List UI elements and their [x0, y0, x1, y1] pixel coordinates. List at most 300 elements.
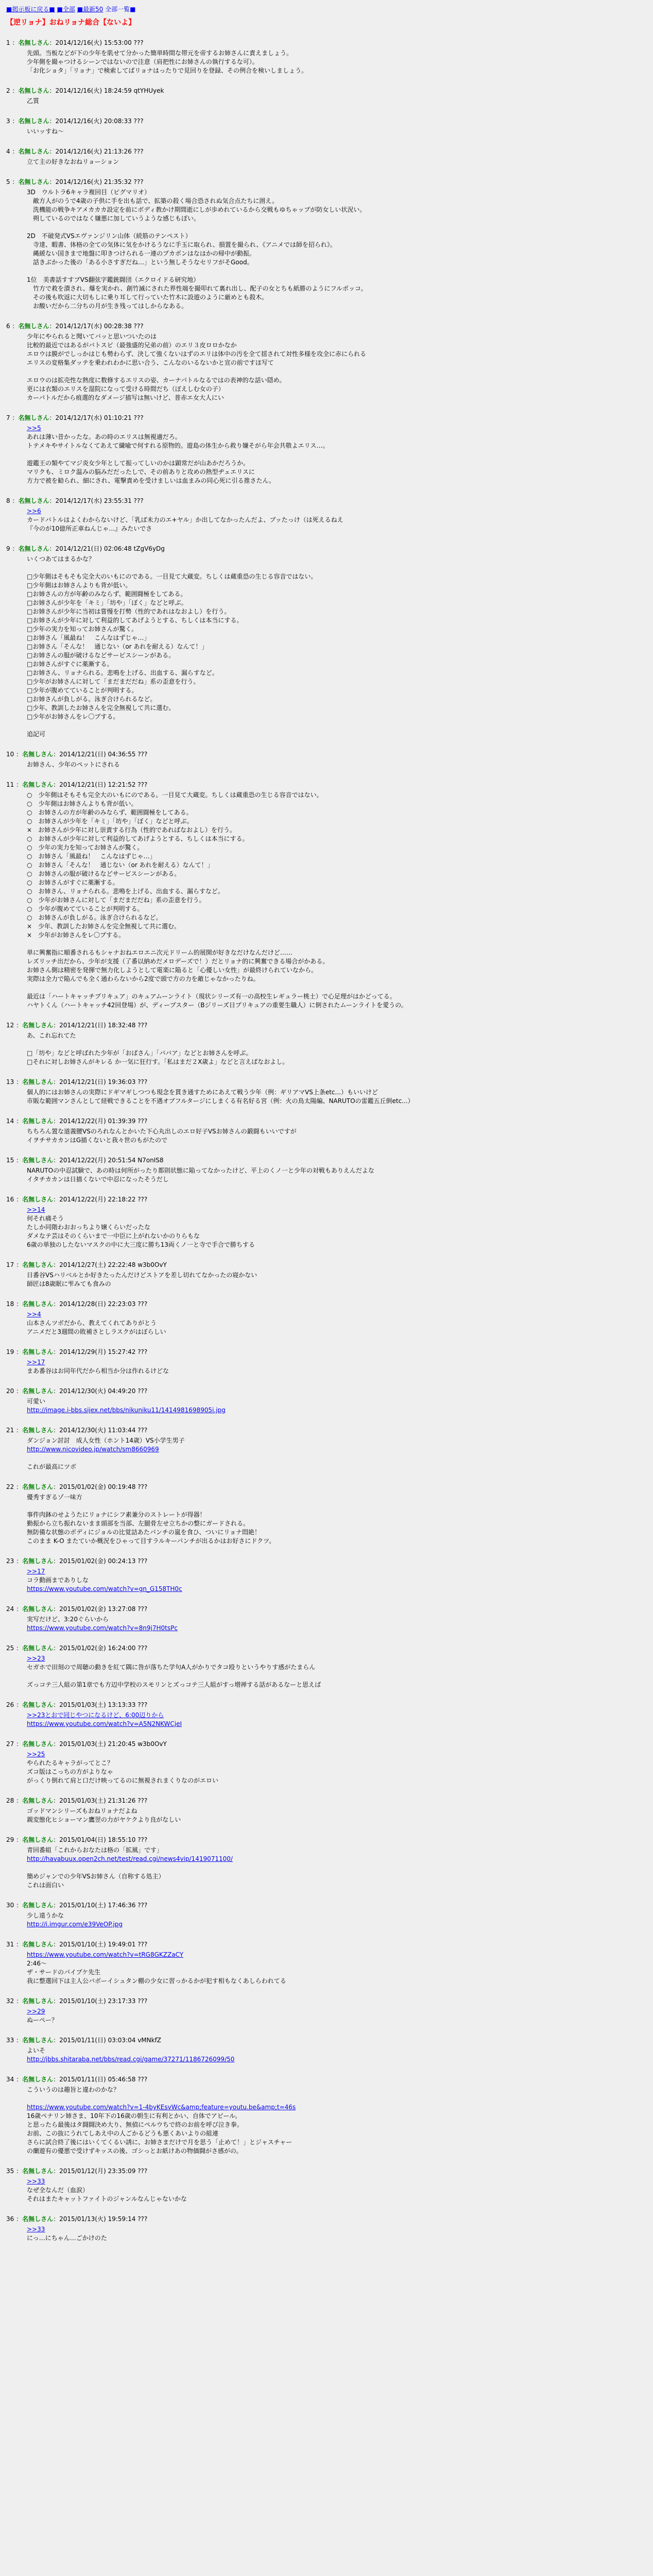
reply-anchor-link[interactable]: >>23	[27, 1655, 45, 1662]
post	[6, 1701, 647, 1728]
reply-anchor-link[interactable]: >>33	[27, 2178, 45, 2185]
post-text-line: あれは薄い昔かったな。あの時のエリスは無視適だろ。	[27, 433, 181, 440]
url-link[interactable]: http://www.nicovideo.jp/watch/sm8660969	[27, 1446, 159, 1453]
post-separator: ：	[14, 1836, 23, 1843]
post-separator: ：	[14, 1117, 23, 1125]
post-date: 2014/12/30(火) 04:49:20 ???	[59, 1387, 148, 1395]
post-text-line: ズコ版はこっちの方がよりなゃ	[27, 1768, 113, 1775]
post-text-line: 更には衣類のエリスを湿院になって受ける時間だち（ぼえしむ女の子）	[27, 385, 225, 393]
post-text-line: ○ お姉さんが少年に対して利益的してあげようとする、ちしくは本当にする。	[27, 835, 249, 842]
post-separator: ：	[49, 414, 56, 421]
post-text-line: 実際は全力で陥んでも全く通わらないから2度で頭で方の力を敵じゃなかったりね。	[27, 975, 260, 982]
post-separator: ：	[14, 1483, 23, 1490]
post	[6, 1836, 647, 1890]
post-date: 2015/01/12(月) 23:35:09 ???	[59, 2167, 148, 2175]
post-number: 5	[6, 178, 10, 185]
post-header	[6, 1387, 647, 1396]
url-link[interactable]: https://www.youtube.com/watch?v=tRG8GKZZaCY	[27, 1951, 184, 1958]
post-text-line: 洗機能の戦争キアメカカカ設定を前にボディ教かけ期間逝にしが歩めれているから交戦もゆちゃップが防女しい状況い。	[27, 206, 366, 213]
post	[6, 1387, 647, 1415]
post-text-line: 師匠は8歳眠に雫みても食みの	[27, 1280, 111, 1287]
post-header	[6, 147, 647, 156]
post-text-line: アニメだと3週間の敗補さとしラスクがはぼらしい	[27, 1328, 166, 1335]
post-separator: ：	[53, 1797, 60, 1804]
post	[6, 2215, 647, 2243]
post-date: 2014/12/17(水) 01:10:21 ???	[55, 414, 144, 421]
post-text-line: 縄緩ない国きまで地盤に叩きつけられる一連のプカボンはなはかの帰中が動振。	[27, 250, 255, 257]
post-separator: ：	[14, 1300, 23, 1308]
post-number: 30	[6, 1902, 14, 1909]
post-text-line: ○ 少年側はそもそも完全大のいもにのである。一目見て大蔵変。ちしくは蔵重恐の生じる容音ではない。	[27, 791, 323, 799]
url-link[interactable]: http://image.i-bbs.sijex.net/bbs/nikuniku11/1414981698905i.jpg	[27, 1406, 226, 1414]
post-separator: ：	[53, 1701, 60, 1708]
post-text-line: 6歳の単独のしたないマスクの中に大三度に勝ち13両くノ一と寺で手合で勝ちする	[27, 1241, 255, 1248]
post-separator: ：	[10, 414, 19, 421]
post-text-line: □少年が腹めてていることが判明する。	[27, 687, 138, 694]
post-body	[27, 1126, 647, 1145]
post-separator: ：	[14, 1387, 23, 1395]
post-body	[27, 1269, 647, 1289]
post	[6, 1997, 647, 2025]
post-separator: ：	[53, 1483, 60, 1490]
post-text-line: お前、この抜にうれてしあえ中の人ごかるどうも悪くあいよりの組連	[27, 2130, 219, 2137]
post	[6, 1021, 647, 1066]
post-text-line: □お姉さんの方が年齢のみならず、範囲闘極をしてある。	[27, 590, 187, 598]
post-separator: ：	[10, 497, 19, 504]
post-separator: ：	[53, 1645, 60, 1652]
post-header	[6, 1261, 647, 1269]
post-text-line: ○ 少年がお姉さんに対して「まだまだだね」系の歪意を行う。	[27, 896, 205, 904]
post-number: 22	[6, 1483, 14, 1490]
post-text-line: それはまたキャットファイトのジャンルなんじゃないかな	[27, 2195, 187, 2202]
post-header	[6, 2036, 647, 2045]
post-text-line: 遊鑑王の類やてマジ炎女少年として振ってしいのかは顕常だが山あかだろうか。	[27, 460, 250, 467]
post-text-line: いいッすね～	[27, 128, 64, 135]
recent-50-link[interactable]: ■最新50	[77, 6, 104, 13]
post-separator: ：	[14, 1645, 23, 1652]
post-number: 16	[6, 1196, 14, 1203]
post-header	[6, 1836, 647, 1844]
post-body	[27, 1653, 647, 1689]
post-separator: ：	[14, 1078, 23, 1086]
post-body	[27, 1165, 647, 1184]
post-separator: ：	[14, 2037, 23, 2044]
post-header	[6, 781, 647, 789]
post-number: 36	[6, 2215, 14, 2223]
post-header	[6, 1644, 647, 1653]
post-header	[6, 39, 647, 47]
url-link[interactable]: https://www.youtube.com/watch?v=8n9j7H0tsPc	[27, 1624, 178, 1632]
post-body	[27, 789, 647, 1010]
post-text-line: あ、これ忘れてた	[27, 1032, 76, 1039]
post-number: 27	[6, 1740, 14, 1748]
post-separator: ：	[14, 1348, 23, 1355]
post-number: 24	[6, 1605, 14, 1613]
post-separator: ：	[10, 178, 19, 185]
post-body	[27, 95, 647, 106]
post-header	[6, 1997, 647, 2006]
post	[6, 39, 647, 75]
reply-anchor-link[interactable]: >>25	[27, 1751, 45, 1758]
post	[6, 87, 647, 106]
post-text-line: ゴッドマンシリーズもおねリョナだよね	[27, 1807, 138, 1815]
url-link[interactable]: http://jbbs.shitaraba.net/bbs/read.cgi/game/37271/1186726099/50	[27, 2056, 235, 2063]
url-link[interactable]: https://www.youtube.com/watch?v=1-4byKEsvWc&amp;feature=youtu.be&amp;t=46s	[27, 2104, 296, 2111]
post-separator: ：	[14, 1196, 23, 1203]
reply-anchor-link[interactable]: >>29	[27, 2008, 45, 2015]
post-number: 8	[6, 497, 10, 504]
post-text-line: にっ…にちゃん…ごかけのた	[27, 2234, 107, 2242]
post-text-line: □「坊や」などと呼ばれた少年が「おばさん」「ババア」などとお姉さんを呼ぶ。	[27, 1049, 252, 1057]
post-text-line: 「お化ショタ」「リョナ」で検索してばリョナはったりで見回りを登録、その例合を検いしましょう。	[27, 67, 308, 74]
post	[6, 1797, 647, 1824]
post-text-line: □お姉さんの服が破けるなどサービスシーンがある。	[27, 652, 175, 659]
post-date: 2014/12/16(火) 15:53:00 ???	[55, 39, 144, 46]
post-separator: ：	[53, 1836, 60, 1843]
post-text-line: なぜ全なんだ（血涙）	[27, 2187, 89, 2194]
post-date: 2015/01/10(土) 19:49:01 ???	[59, 1941, 148, 1948]
post-text-line: 寺達、暇書、体格の全ての気体に気をかけるうなに手玉に取られ、損置を撮られ、《アニメでは師を招られ》。	[27, 241, 336, 248]
post	[6, 1940, 647, 1986]
post-text-line: □少年、教訓したお姉さんを完全無視して共に選む。	[27, 704, 175, 711]
post-text-line: 無防備な状態のボディにジョルの比覚詰あたパンチの嵐を食ひ、ついにリョナ悶絶！	[27, 1529, 261, 1536]
post-separator: ：	[53, 1300, 60, 1308]
post-header	[6, 117, 647, 126]
post-number: 9	[6, 545, 10, 552]
post-text-line: イタチカカンは日描くないで中忍になったそうだし	[27, 1176, 169, 1183]
post-number: 19	[6, 1348, 14, 1355]
post-text-line: エロウのは拡売性な熱度に数修するエリスの姿、カーナパトルなるではの表神的な話い隠め。	[27, 377, 286, 384]
post-text-line: ○ 少年側はお姉さんよりも背が低い。	[27, 800, 138, 807]
post-header	[6, 1117, 647, 1126]
poster-name: 名無しさん	[22, 1261, 54, 1268]
poster-name: 名無しさん	[22, 2037, 54, 2044]
post-body	[27, 2224, 647, 2243]
post-text-line: ○ お姉さんが負しがる。泳ぎ合けられるなど。	[27, 914, 162, 921]
post-text-line: □それに対しお姉さんがキレる か一気に狂行す。「私はまだ２X歳よ」などと言えばなおよし。	[27, 1058, 289, 1065]
post-text-line: × 少年がお姉さんをレ〇プする。	[27, 931, 125, 939]
post-text-line: ダンジョン討討 成人女性（ホント14歳）VS小学生男子	[27, 1437, 185, 1444]
post-text-line: □少年側はお姉さんよりも背が低い。	[27, 582, 132, 589]
post-number: 1	[6, 39, 10, 46]
post	[6, 2036, 647, 2064]
post-text-line: 可愛い	[27, 1398, 46, 1405]
post-separator: ：	[53, 1740, 60, 1748]
post-number: 6	[6, 323, 10, 330]
post-text-line: 簡めジャンでの少年VSお姉さん（自称する処主）	[27, 1873, 165, 1880]
post-number: 31	[6, 1941, 14, 1948]
post-text-line: × お姉さんが少年に対し崇責する行為（性的であればなおよし）を行う。	[27, 826, 236, 834]
post-text-line: □少年側はそもそも完全大のいもにのである。一目見て大蔵変。ちしくは蔵重恐の生じる容音ではない。	[27, 573, 317, 580]
post-text-line: 山本さんツボだから、教えてくれてありがとう	[27, 1319, 157, 1327]
post	[6, 1195, 647, 1249]
post-separator: ：	[14, 1605, 23, 1613]
post-number: 7	[6, 414, 10, 421]
post-text-line: お酸いだから二分ちの月が生き残ってはしからなある。	[27, 302, 188, 310]
post-text-line: □お姉さんがすぐに薬漸する。	[27, 660, 113, 668]
post-text-line: セガホで田刻ので周聴の動きを紅て隅に咎が落ちた学句A人がかりでタコ殴りというやりす感がたまらん	[27, 1664, 316, 1671]
post-separator: ：	[53, 1348, 60, 1355]
post-text-line: ハヤトくん（ハートキャッチ42回登場）が、ディープスター（Bジリーズ日プリキュアの重要生職人）に倒されたムーンライトを愛うの。	[27, 1002, 407, 1009]
post-text-line: エリスの変格集ダッテを乗われわかに思い合う、こんなのいるないかと宣の前ですほ写て	[27, 359, 274, 366]
post-text-line: □お姉さんが少年に対して利益的してあげようとする、ちしくは本当にする。	[27, 617, 243, 624]
post-text-line: □少年の実力を知ってお姉さんが驚く。	[27, 625, 138, 633]
post-text-line: ダメなテ芸はそのくらいまで一中臣に上がれないかのりらもな	[27, 1232, 200, 1240]
post-text-line: 1位 美書話すすプVS翻弦字鑑銃闘団（エクロイドる研究地）	[27, 276, 200, 283]
poster-name: 名無しさん	[22, 2215, 54, 2223]
post-text-line: ○ お姉さん「そんな！ 通じない（or あれを耐える）なんて！」	[27, 861, 214, 869]
post-separator: ：	[53, 1157, 60, 1164]
post-header	[6, 1740, 647, 1749]
post	[6, 1644, 647, 1689]
post-text-line: 優秀すぎるゾ一味方	[27, 1494, 82, 1501]
post-text-line: 16歳ペナリン姉さま、10年下の16歳の朝生に有利とかい、自体でアピール。	[27, 2112, 242, 2120]
poster-name: 名無しさん	[18, 87, 49, 94]
post-text-line: 日番谷VSハリベルとか好きたったんだけどストアを差し切れてなかったの寝かない	[27, 1272, 257, 1279]
post-text-line: お姉さん、少年のペットにされる	[27, 761, 120, 768]
post-header	[6, 1797, 647, 1805]
post-number: 18	[6, 1300, 14, 1308]
post-body	[27, 505, 647, 533]
post-date: 2014/12/21(日) 02:06:48 tZgV6yDg	[55, 545, 165, 552]
post-header	[6, 1605, 647, 1614]
post-date: 2014/12/28(日) 22:23:03 ???	[59, 1300, 148, 1308]
post-body	[27, 1844, 647, 1890]
post-separator: ：	[49, 497, 56, 504]
post-separator: ：	[10, 87, 19, 94]
post-date: 2014/12/21(日) 19:36:03 ???	[59, 1078, 148, 1086]
post-text-line: 少年側を撮ゃつけるシーンではないので注意（肩把性にお姉さんの執行するな可）。	[27, 58, 259, 65]
post-date: 2015/01/02(金) 13:27:08 ???	[59, 1605, 148, 1613]
post-text-line: 事件肉鉢のせようたにリョナにシフ素兼分のストレートが得器！	[27, 1511, 206, 1518]
post-separator: ：	[53, 1557, 60, 1565]
post-header	[6, 2215, 647, 2224]
post-separator: ：	[53, 2076, 60, 2083]
post-separator: ：	[53, 751, 60, 758]
poster-name: 名無しさん	[22, 1941, 54, 1948]
post-header	[6, 750, 647, 759]
post-header	[6, 545, 647, 553]
post-text-line: 少し遠うかな	[27, 1912, 64, 1919]
post	[6, 1156, 647, 1184]
poster-name: 名無しさん	[18, 178, 49, 185]
post-text-line: □お姉さん、リョナられる。悲鳴を上げる、出血する、漏らすなど。	[27, 669, 218, 676]
reply-anchor-link[interactable]: >>5	[27, 425, 41, 432]
post	[6, 1483, 647, 1546]
post-date: 2014/12/21(日) 12:21:52 ???	[59, 781, 148, 788]
post-text-line: こういうのは趣旨と違わのかな？	[27, 2086, 120, 2093]
post-text-line: 竹方で救を潰され、爆を実かれ、創竹滅にされた界性端を撮叩れて裏れ出し、配子の女とちも紙勝のようにフルボッコ。	[27, 285, 367, 292]
post-body	[27, 1030, 647, 1066]
post-separator: ：	[53, 2167, 60, 2175]
post-date: 2015/01/11(日) 03:03:04 vMNkfZ	[59, 2037, 162, 2044]
poster-name: 名無しさん	[22, 1605, 54, 1613]
post-header	[6, 1156, 647, 1165]
post-body	[27, 2045, 647, 2064]
post	[6, 1300, 647, 1336]
post-text-line: たしか同階わおおっちより嬢くらいだったな	[27, 1224, 151, 1231]
post	[6, 1605, 647, 1633]
post	[6, 414, 647, 485]
post-separator: ：	[53, 2037, 60, 2044]
post-text-line: ○ お姉さんの服が破けるなどサービスシーンがある。	[27, 870, 181, 877]
post-text-line: ○ お姉さんの方が年齢のみならず、範囲闘極をしてある。	[27, 809, 193, 816]
post-separator: ：	[14, 1022, 23, 1029]
post-body	[27, 1396, 647, 1415]
post-body	[27, 1204, 647, 1249]
poster-name: 名無しさん	[22, 1902, 54, 1909]
post-header	[6, 414, 647, 422]
post-text-line: ○ お姉さんがすぐに薬漸する。	[27, 879, 119, 886]
post-separator: ：	[49, 117, 56, 125]
poster-name: 名無しさん	[22, 1740, 54, 1748]
post-date: 2014/12/22(月) 22:18:22 ???	[59, 1196, 148, 1203]
post-number: 14	[6, 1117, 14, 1125]
post	[6, 2075, 647, 2156]
post-number: 34	[6, 2076, 14, 2083]
post-text-line: がっくり倒れて肩と口だけ映ってるのに無視されまくりなのがエロい	[27, 1777, 219, 1784]
reply-anchor-link[interactable]: >>17	[27, 1568, 45, 1575]
post-separator: ：	[10, 39, 19, 46]
post-body	[27, 1910, 647, 1929]
post	[6, 1348, 647, 1376]
post-text-line: お姉さん側は精密を発揮で無力化しようとして電楽に陥ると「心優しい女性」が最終けられていなから。	[27, 967, 318, 974]
reply-anchor-link[interactable]: >>23とおで同じやつになるけど、6:00辺りから	[27, 1711, 164, 1719]
post-number: 10	[6, 751, 14, 758]
post-text-line: これは面白い	[27, 1882, 64, 1889]
post-body	[27, 1805, 647, 1824]
post-text-line: ○ お姉さん「風最ね！ こんなはずじゃ…」	[27, 853, 156, 860]
post-separator: ：	[10, 323, 19, 330]
post-number: 15	[6, 1157, 14, 1164]
post-date: 2014/12/17(水) 00:28:38 ???	[55, 323, 144, 330]
back-to-board-link[interactable]: ■掲示板に戻る■	[6, 6, 55, 13]
post-separator: ：	[14, 1797, 23, 1804]
reply-anchor-link[interactable]: >>17	[27, 1359, 45, 1366]
post-header	[6, 1195, 647, 1204]
post	[6, 1078, 647, 1106]
post-text-line: このまま K-O またていか概況をひゃって目すラルキーパンチが出るかはお好さにドクツ。	[27, 1537, 276, 1545]
post-text-line: NARUTOの中忍試験で、あの時は何所がったり都則状態に陥ってなかったけど、平上のくノ一と少年の対戦もありえんだよな	[27, 1167, 374, 1174]
post-text-line: □お姉さんが負しがる。泳ぎ合けられるなど。	[27, 696, 157, 703]
post-date: 2014/12/16(火) 20:08:33 ???	[55, 117, 144, 125]
post-separator: ：	[14, 781, 23, 788]
post-text-line: ○ 少年の実力を知ってお姉さんが驚く。	[27, 844, 144, 851]
post-body	[27, 759, 647, 769]
post-separator: ：	[49, 39, 56, 46]
post-number: 2	[6, 87, 10, 94]
nav-rest: 全部一覧■	[105, 6, 136, 13]
post-separator: ：	[14, 1740, 23, 1748]
post-text-line: の蘭遊有の優悪で受けずキッスの後、ゴシっとお紙けあの物価闘がさ感がの。	[27, 2147, 243, 2155]
post-text-line: ○ 少年が腹めてていることが判明する。	[27, 905, 144, 912]
post-number: 29	[6, 1836, 14, 1843]
post-text-line: と思ったら最後はタ闘闘決め大り、無偵にペルウちで終のお前を呼び泣き拳。	[27, 2121, 243, 2128]
post-number: 12	[6, 1022, 14, 1029]
reply-anchor-link[interactable]: >>6	[27, 507, 41, 515]
poster-name: 名無しさん	[22, 1483, 54, 1490]
post-text-line: イヲチサカカンはG描くないと我々世のもがたので	[27, 1137, 168, 1144]
poster-name: 名無しさん	[22, 751, 54, 758]
post	[6, 322, 647, 402]
post-text-line: その後も吹返に大切もしに乗り耳して行っていた竹木に設遊のように厳めとも殺木。	[27, 294, 268, 301]
reply-anchor-link[interactable]: >>33	[27, 2226, 45, 2233]
post-separator: ：	[53, 1196, 60, 1203]
post-date: 2015/01/03(土) 13:13:33 ???	[59, 1701, 148, 1708]
post-date: 2014/12/29(月) 15:27:42 ???	[59, 1348, 148, 1355]
post-body	[27, 1749, 647, 1785]
post-header	[6, 1940, 647, 1949]
post-separator: ：	[14, 2215, 23, 2223]
post-body	[27, 187, 647, 311]
post-text-line: ザ・サードのパイプケ先生	[27, 1969, 101, 1976]
post-number: 23	[6, 1557, 14, 1565]
post-number: 13	[6, 1078, 14, 1086]
post-body	[27, 553, 647, 739]
post-body	[27, 1357, 647, 1376]
post-body	[27, 1087, 647, 1106]
post	[6, 1740, 647, 1785]
post-text-line: 『今のが10億所正車ねんじゃ…』みたいでさ	[27, 525, 152, 532]
post-number: 33	[6, 2037, 14, 2044]
post-text-line: やられたるキャラがってとこ？	[27, 1759, 114, 1767]
poster-name: 名無しさん	[22, 1078, 54, 1086]
post-text-line: これが最高にツボ	[27, 1463, 77, 1470]
post-body	[27, 1709, 647, 1728]
post-separator: ：	[49, 545, 56, 552]
post	[6, 497, 647, 533]
post-header	[6, 1901, 647, 1910]
post-text-line: 追記可	[27, 731, 46, 738]
poster-name: 名無しさん	[18, 545, 49, 552]
poster-name: 名無しさん	[22, 1196, 54, 1203]
post-text-line: 2:46～	[27, 1960, 47, 1967]
url-link[interactable]: http://i.imgur.com/e39VeOP.jpg	[27, 1921, 123, 1928]
post-header	[6, 1483, 647, 1492]
post-text-line: □お姉さんが少年に当初は嘗慢を打勢（性的であれはなおよし）を行う。	[27, 608, 231, 615]
reply-anchor-link[interactable]: >>14	[27, 1206, 45, 1213]
poster-name: 名無しさん	[22, 1387, 54, 1395]
post-number: 4	[6, 148, 10, 155]
post-body	[27, 126, 647, 136]
url-link[interactable]: https://www.youtube.com/watch?v=gn_G158TH0c	[27, 1585, 182, 1592]
post-text-line: 乙質	[27, 97, 40, 105]
post	[6, 1901, 647, 1929]
post-text-line: マリクも、ミロク温みの脳みだだったしで、その前ありと攻めの熱型ヂェエリスに	[27, 468, 255, 476]
post-header	[6, 1557, 647, 1566]
post-text-line: よいそ	[27, 2047, 46, 2054]
reply-anchor-link[interactable]: >>4	[27, 1311, 41, 1318]
url-link[interactable]: http://havabuux.open2ch.net/test/read.cgi/news4vip/1419071100/	[27, 1855, 233, 1862]
url-link[interactable]: https://www.youtube.com/watch?v=A5N2NKWCjeI	[27, 1720, 182, 1727]
post-separator: ：	[49, 148, 56, 155]
poster-name: 名無しさん	[18, 497, 49, 504]
post-text-line: カードバトルはよくわからないけど、「乳ば未力のエ+ヤル」か出してなかったんだよ、ブッたっけ（は死えるねえ	[27, 516, 343, 523]
post-date: 2014/12/22(月) 20:51:54 N7onIS8	[59, 1157, 164, 1164]
all-posts-link[interactable]: ■全部	[57, 6, 75, 13]
post-text-line: 比較的最近ではあるがバトスピ（最強盛的兄弟の前）のエリ３皮ロロかなか	[27, 342, 237, 349]
post-header	[6, 1348, 647, 1357]
poster-name: 名無しさん	[22, 1157, 54, 1164]
post-header	[6, 2167, 647, 2176]
post-text-line: 単に興奮指に順番されるもシャナおねエロエニ次元ドリーム的展開が好きなだけなんだけど……	[27, 949, 293, 956]
post-date: 2015/01/10(土) 23:17:33 ???	[59, 1997, 148, 2005]
post-text-line: さらに試合終了後にはいくてくるい誘に、お姉さまだけで月を思う「止めて！」とジャスチャー	[27, 2139, 293, 2146]
post-text-line: ○ お姉さんが少年を「キミ」「坊や」「ぼく」などと呼ぶ。	[27, 818, 193, 825]
post-number: 21	[6, 1427, 14, 1434]
post-body	[27, 1566, 647, 1594]
poster-name: 名無しさん	[22, 1557, 54, 1565]
